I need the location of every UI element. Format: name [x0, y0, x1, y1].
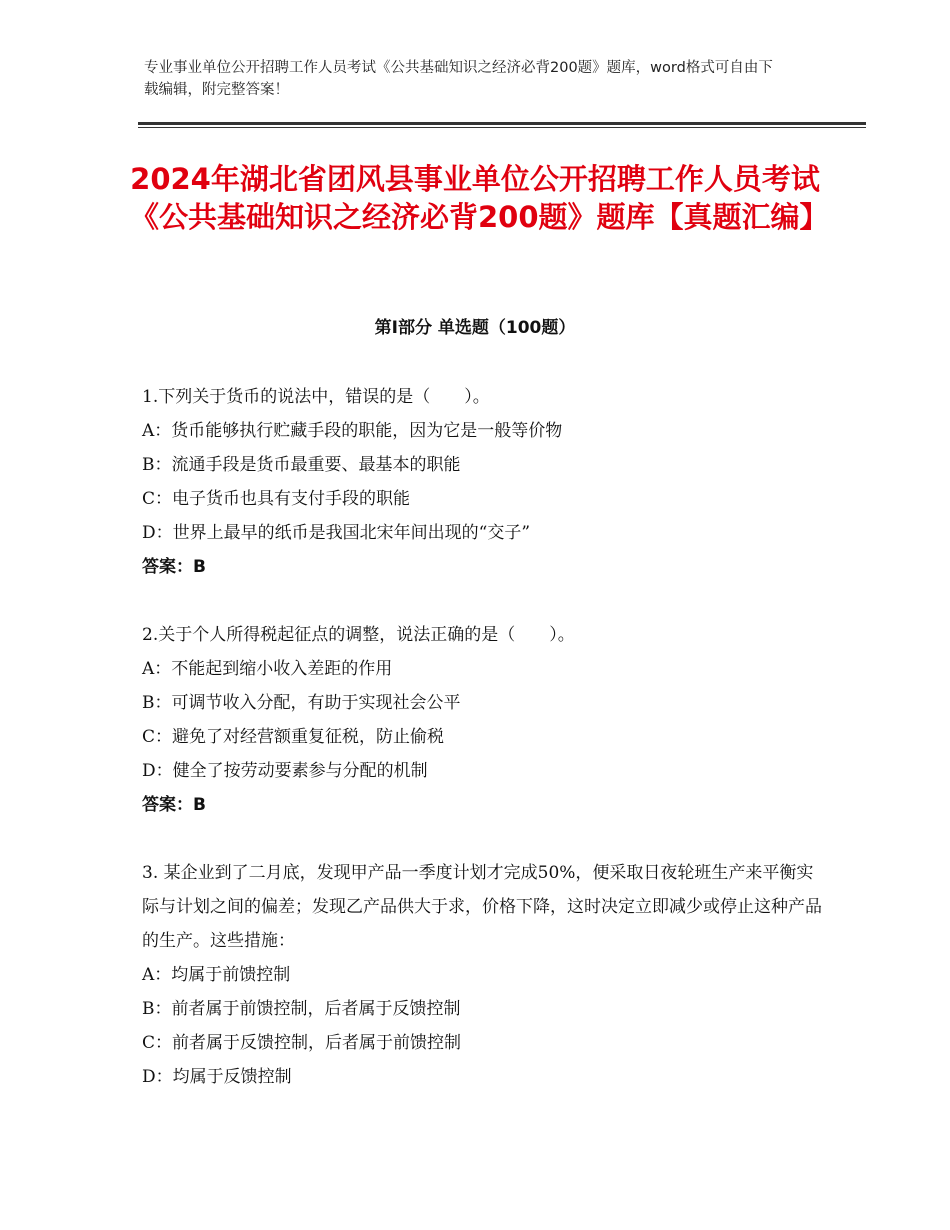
option-a: A：货币能够执行贮藏手段的职能，因为它是一般等价物	[142, 421, 563, 441]
section-title: 第Ⅰ部分 单选题（100题）	[374, 318, 576, 338]
question-stem: 1.下列关于货币的说法中，错误的是（ ）。	[142, 387, 490, 407]
header-note: 专业事业单位公开招聘工作人员考试《公共基础知识之经济必背200题》题库，word格式可自由下载编辑，附完整答案！	[144, 60, 773, 98]
option-a: A：均属于前馈控制	[142, 965, 291, 985]
document-title: 2024年湖北省团风县事业单位公开招聘工作人员考试《公共基础知识之经济必背200题》题库【真题汇编】	[130, 162, 829, 234]
question-2	[142, 618, 822, 822]
question-stem: 3. 某企业到了二月底，发现甲产品一季度计划才完成50%，便采取日夜轮班生产来平衡实际与计划之间的偏差；发现乙产品供大于求，价格下降，这时决定立即减少或停止这种产品的生产。这些措施：	[142, 863, 822, 951]
question-3	[142, 856, 822, 1094]
option-d: D：世界上最早的纸币是我国北宋年间出现的“交子”	[142, 523, 531, 543]
option-a: A：不能起到缩小收入差距的作用	[142, 659, 393, 679]
option-b: B：可调节收入分配，有助于实现社会公平	[142, 693, 461, 713]
option-b: B：流通手段是货币最重要、最基本的职能	[142, 455, 461, 475]
answer: 答案：B	[142, 557, 206, 577]
question-stem: 2.关于个人所得税起征点的调整，说法正确的是（ ）。	[142, 625, 575, 645]
option-c: C：前者属于反馈控制，后者属于前馈控制	[142, 1033, 462, 1053]
question-1	[142, 380, 822, 584]
header-divider-thin	[138, 127, 866, 128]
answer: 答案：B	[142, 795, 206, 815]
header-divider-thick	[138, 122, 866, 125]
option-c: C：避免了对经营额重复征税，防止偷税	[142, 727, 445, 747]
option-b: B：前者属于前馈控制，后者属于反馈控制	[142, 999, 461, 1019]
option-d: D：健全了按劳动要素参与分配的机制	[142, 761, 428, 781]
question-list	[142, 380, 822, 1128]
option-d: D：均属于反馈控制	[142, 1067, 292, 1087]
option-c: C：电子货币也具有支付手段的职能	[142, 489, 411, 509]
